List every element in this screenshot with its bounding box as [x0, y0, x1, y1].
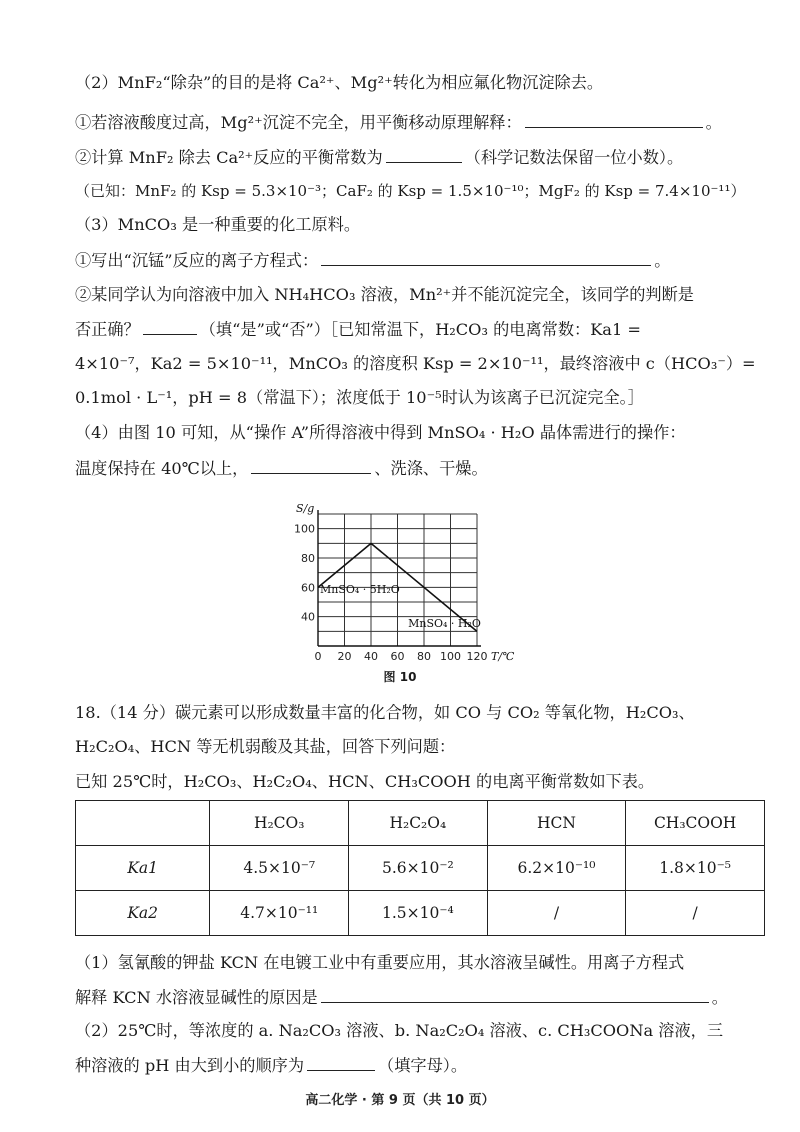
q18-part2-pre: 种溶液的 pH 由大到小的顺序为: [75, 1056, 305, 1075]
table-cell: 5.6×10⁻²: [349, 846, 488, 891]
y-tick-label: 40: [301, 610, 315, 624]
table-row-head: Ka1: [76, 846, 210, 891]
table-header-cell: CH₃COOH: [626, 801, 765, 846]
q17-part4-pre: 温度保持在 40℃以上，: [75, 459, 249, 478]
q17-known-ksp: （已知：MnF₂ 的 Ksp = 5.3×10⁻³；CaF₂ 的 Ksp = 1.5×10⁻¹⁰；MgF₂ 的 Ksp = 7.4×10⁻¹¹）: [75, 182, 746, 200]
q17-part2-item1-end: 。: [705, 113, 722, 132]
x-tick-label: 60: [390, 650, 405, 663]
y-tick-label: 80: [301, 552, 315, 565]
answer-blank-yes-no[interactable]: [143, 318, 197, 335]
q18-intro-line2: H₂C₂O₄、HCN 等无机弱酸及其盐，回答下列问题：: [75, 737, 456, 756]
series-label-monohydrate: MnSO₄ · H₂O: [408, 616, 481, 630]
figure-caption: 图 10: [383, 670, 417, 684]
q17-part4-line2: [75, 457, 488, 480]
q18-part2-post: （填字母）。: [378, 1056, 468, 1075]
q17-part2-item2-text: ②计算 MnF₂ 除去 Ca²⁺反应的平衡常数为: [75, 148, 383, 167]
q17-part3-item2-line3: 4×10⁻⁷，Ka2 = 5×10⁻¹¹，MnCO₃ 的溶度积 Ksp = 2×10⁻¹¹，最终溶液中 c（HCO₃⁻）=: [75, 354, 756, 373]
solubility-chart-svg: [290, 488, 520, 668]
q17-part3-item2-line4: 0.1mol · L⁻¹，pH = 8（常温下）；浓度低于 10⁻⁵时认为该离子已沉淀完全。］: [75, 388, 644, 407]
table-cell: 1.5×10⁻⁴: [349, 891, 488, 936]
q18-part2-line2: [75, 1054, 467, 1077]
table-cell: /: [626, 891, 765, 936]
q17-part3-title: （3）MnCO₃ 是一种重要的化工原料。: [75, 215, 361, 234]
q17-part3-item2-line2: [75, 318, 641, 341]
answer-blank-acidity[interactable]: [525, 111, 703, 128]
table-row: [76, 891, 765, 936]
q17-part4-line1: （4）由图 10 可知，从“操作 A”所得溶液中得到 MnSO₄ · H₂O 晶体需进行的操作：: [75, 423, 686, 442]
x-tick-label: 0: [314, 650, 322, 663]
solubility-chart: [290, 488, 520, 688]
table-cell: 1.8×10⁻⁵: [626, 846, 765, 891]
answer-blank-equilibrium-constant[interactable]: [386, 146, 462, 163]
table-cell: /: [487, 891, 626, 936]
q17-part2-item1-text: ①若溶液酸度过高，Mg²⁺沉淀不完全，用平衡移动原理解释：: [75, 113, 522, 132]
q17-part2-item2: [75, 146, 683, 169]
series-label-pentahydrate: MnSO₄ · 5H₂O: [320, 583, 400, 597]
page-footer: 高二化学 · 第 9 页（共 10 页）: [305, 1093, 495, 1108]
q17-part4-post: 、洗涤、干燥。: [374, 459, 488, 478]
q18-part1-line1: （1）氢氰酸的钾盐 KCN 在电镀工业中有重要应用，其水溶液呈碱性。用离子方程式: [75, 953, 685, 972]
ionization-constants-table: [75, 800, 765, 936]
q17-part2-item2-end: （科学记数法保留一位小数）。: [464, 148, 684, 167]
q17-part2-title: （2）MnF₂“除杂”的目的是将 Ca²⁺、Mg²⁺转化为相应氟化物沉淀除去。: [75, 73, 604, 92]
table-row: [76, 846, 765, 891]
table-cell: 4.7×10⁻¹¹: [210, 891, 349, 936]
q18-intro-line1: 18.（14 分）碳元素可以形成数量丰富的化合物，如 CO 与 CO₂ 等氧化物，H₂CO₃、: [75, 703, 695, 722]
q17-part3-item2-post: （填“是”或“否”）［已知常温下，H₂CO₃ 的电离常数：Ka1 =: [199, 320, 641, 339]
q18-part1-end: 。: [711, 988, 728, 1007]
q17-part3-item2-line1: ②某同学认为向溶液中加入 NH₄HCO₃ 溶液，Mn²⁺并不能沉淀完全，该同学的判断是: [75, 285, 694, 304]
y-tick-label: 100: [294, 522, 315, 536]
x-tick-label: 80: [417, 650, 431, 663]
table-cell: 4.5×10⁻⁷: [210, 846, 349, 891]
q18-part1-line2: [75, 986, 728, 1009]
table-header-cell: H₂C₂O₄: [349, 801, 488, 846]
table-row-head: Ka2: [76, 891, 210, 936]
chart-x-label: T/℃: [491, 650, 515, 663]
q18-part2-line1: （2）25℃时，等浓度的 a. Na₂CO₃ 溶液、b. Na₂C₂O₄ 溶液、c. CH₃COONa 溶液，三: [75, 1021, 724, 1040]
q17-part3-item1: [75, 249, 670, 272]
x-tick-label: 40: [364, 650, 378, 663]
answer-blank-operation[interactable]: [251, 457, 371, 474]
table-header-cell: H₂CO₃: [210, 801, 349, 846]
table-header-row: [76, 801, 765, 846]
answer-blank-kcn-equation[interactable]: [321, 986, 709, 1003]
y-tick-label: 60: [301, 581, 315, 595]
x-tick-label: 20: [337, 650, 352, 663]
q17-part3-item1-text: ①写出“沉锰”反应的离子方程式：: [75, 251, 319, 270]
chart-y-label: S/g: [296, 502, 315, 515]
answer-blank-ionic-equation[interactable]: [321, 249, 651, 266]
table-header-cell: [76, 801, 210, 846]
q18-part1-pre: 解释 KCN 水溶液显碱性的原因是: [75, 988, 318, 1007]
answer-blank-ph-order[interactable]: [307, 1054, 375, 1071]
x-tick-label: 100: [440, 650, 461, 663]
table-header-cell: HCN: [487, 801, 626, 846]
q17-part3-item2-pre: 否正确？: [75, 320, 140, 339]
q17-part3-item1-end: 。: [654, 251, 671, 270]
x-tick-label: 120: [466, 650, 488, 663]
q18-intro-line3: 已知 25℃时，H₂CO₃、H₂C₂O₄、HCN、CH₃COOH 的电离平衡常数如下表。: [75, 772, 655, 791]
table-cell: 6.2×10⁻¹⁰: [487, 846, 626, 891]
q17-part2-item1: [75, 111, 722, 134]
